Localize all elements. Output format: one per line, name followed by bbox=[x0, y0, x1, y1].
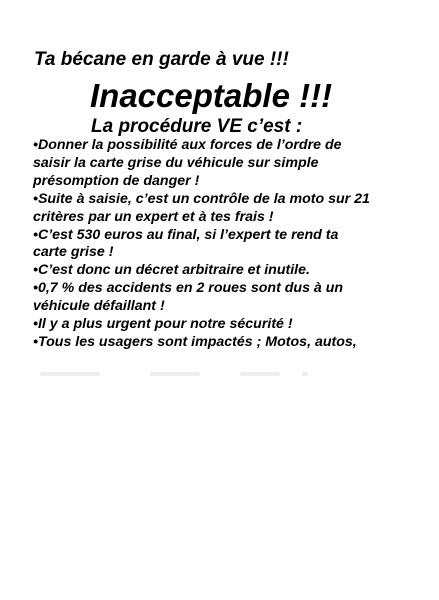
bullet-item bbox=[33, 227, 433, 245]
bullet-continuation bbox=[33, 298, 433, 316]
bullet-text: C’est donc un décret arbitraire et inutile. bbox=[37, 262, 310, 279]
bullet-text: véhicule défaillant ! bbox=[33, 298, 165, 315]
bullet-mark: • bbox=[33, 137, 38, 153]
bullet-item bbox=[33, 137, 433, 155]
bullet-mark: • bbox=[33, 226, 38, 243]
bullet-item bbox=[33, 262, 433, 280]
bullet-continuation bbox=[33, 244, 433, 262]
faded-text-remnant bbox=[40, 368, 330, 382]
headline: Ta bécane en garde à vue !!! bbox=[34, 49, 289, 70]
bullet-text: présomption de danger ! bbox=[33, 172, 200, 189]
bullet-continuation bbox=[33, 209, 433, 227]
bullet-list bbox=[33, 137, 433, 352]
bullet-text: critères par un expert et à tes frais ! bbox=[33, 208, 274, 225]
bullet-item bbox=[33, 334, 433, 352]
bullet-mark: • bbox=[33, 316, 38, 333]
bullet-continuation bbox=[33, 173, 433, 191]
bullet-text: Il y a plus urgent pour notre sécurité ! bbox=[37, 316, 293, 333]
bullet-text: C’est 530 euros au final, si l’expert te rend ta bbox=[37, 226, 339, 243]
bullet-mark: • bbox=[33, 262, 38, 279]
bullet-item bbox=[33, 280, 433, 298]
bullet-mark: • bbox=[33, 333, 38, 350]
bullet-text: saisir la carte grise du véhicule sur simple bbox=[33, 154, 319, 171]
bullet-text: Tous les usagers sont impactés ; Motos, autos, bbox=[37, 333, 357, 350]
title: Inacceptable !!! bbox=[90, 77, 333, 114]
bullet-text: Donner la possibilité aux forces de l’ordre de bbox=[37, 137, 342, 153]
subtitle: La procédure VE c’est : bbox=[91, 116, 303, 137]
bullet-text: Suite à saisie, c’est un contrôle de la moto sur 21 bbox=[37, 190, 370, 207]
bullet-item bbox=[33, 191, 433, 209]
bullet-text: 0,7 % des accidents en 2 roues sont dus à un bbox=[37, 280, 344, 297]
bullet-item bbox=[33, 316, 433, 334]
bullet-mark: • bbox=[33, 280, 38, 297]
bullet-continuation bbox=[33, 155, 433, 173]
bullet-text: carte grise ! bbox=[33, 244, 114, 261]
bullet-mark: • bbox=[33, 190, 38, 207]
